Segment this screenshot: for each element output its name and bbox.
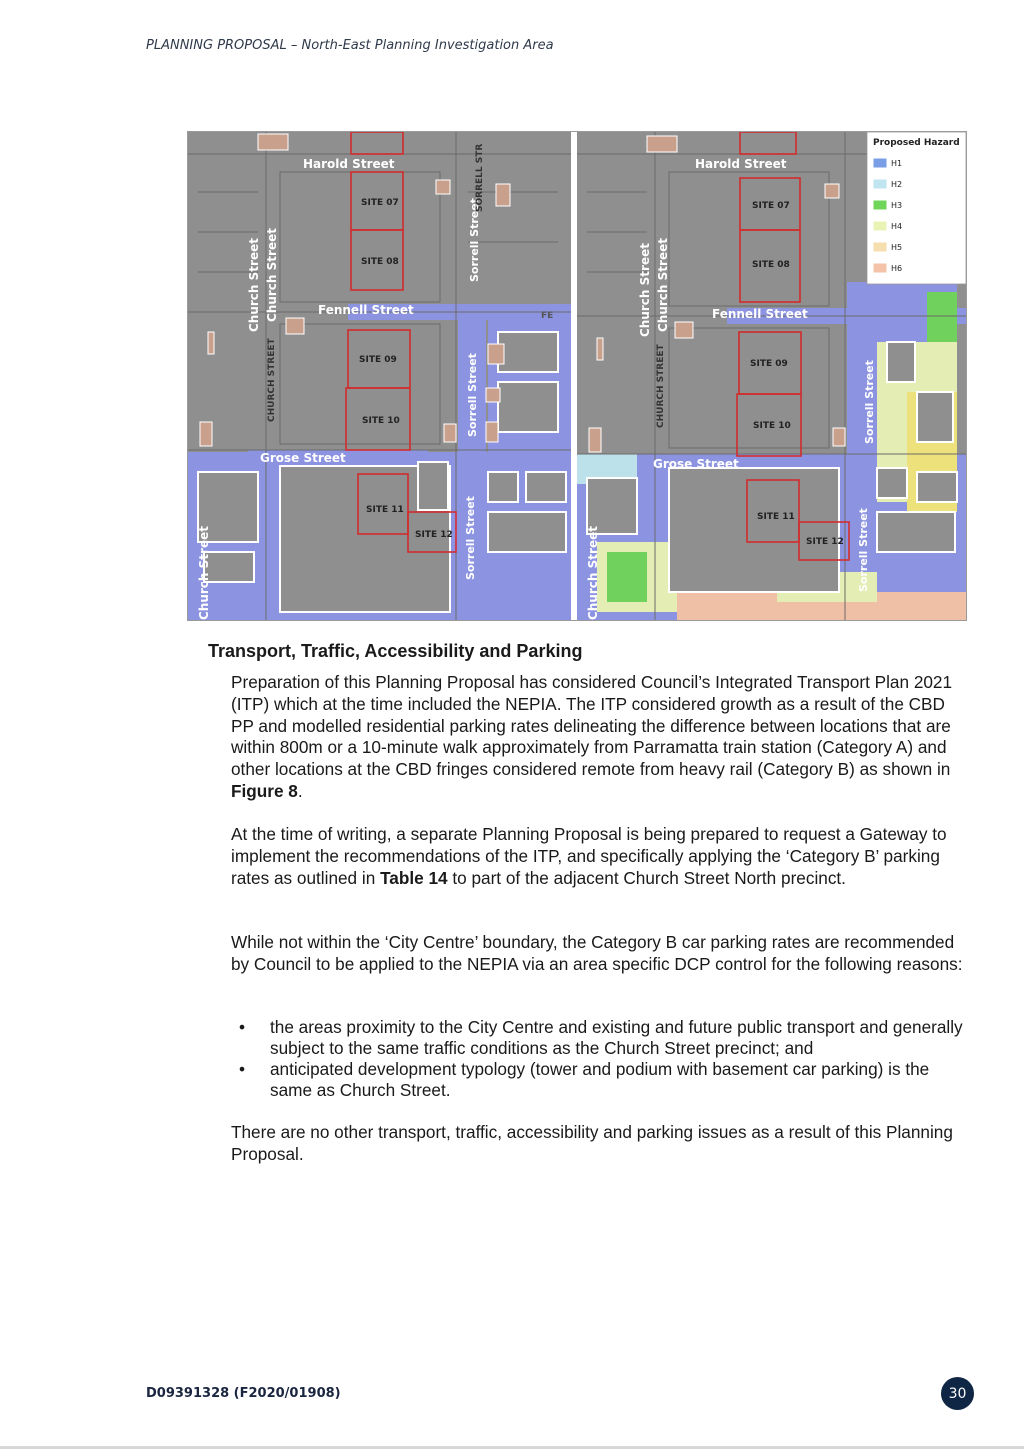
flood-extent-map: [188, 132, 571, 620]
legend-label-h5: H5: [891, 243, 903, 252]
site-12-label-right: SITE 12: [806, 537, 844, 547]
site-10-label: SITE 10: [362, 416, 400, 426]
fe-label: FE: [541, 311, 554, 321]
church-street-label-2: Church Street: [265, 228, 279, 322]
reasons-list: [231, 1017, 971, 1101]
running-header: PLANNING PROPOSAL – North-East Planning Investigation Area: [146, 38, 554, 53]
church-street-caps-label: CHURCH STREET: [267, 338, 277, 422]
hazard-legend: [867, 132, 966, 284]
church-street-caps-label-right: CHURCH STREET: [656, 344, 666, 428]
site-11-label-right: SITE 11: [757, 512, 795, 522]
legend-swatch-h1: [873, 158, 887, 168]
paragraph-gateway: At the time of writing, a separate Planning Proposal is being prepared to request a Gateway to implement the recommendations of the ITP, and specifically applying the ‘Category B’ parking rates as outlined in Table 14 to part of the adjacent Church Street North precinct.: [231, 824, 947, 888]
legend-swatch-h4: [873, 221, 887, 231]
legend-swatch-h2: [873, 179, 887, 189]
legend-swatch-h5: [873, 242, 887, 252]
legend-swatch-h3: [873, 200, 887, 210]
fennell-street-label: Fennell Street: [318, 303, 414, 317]
church-street-label: Church Street: [247, 238, 261, 332]
fennell-street-label-right: Fennell Street: [712, 307, 808, 321]
sorrell-street-label-2: Sorrell Street: [466, 353, 479, 437]
legend-label-h3: H3: [891, 201, 903, 210]
site-09-label-right: SITE 09: [750, 359, 788, 369]
site-11-label: SITE 11: [366, 505, 404, 515]
flood-hazard-figure: [187, 131, 967, 621]
legend-label-h2: H2: [891, 180, 903, 189]
church-street-label-3: Church Street: [197, 526, 211, 620]
church-street-label-right: Church Street: [638, 243, 652, 337]
church-street-label-right-3: Church Street: [586, 526, 600, 620]
legend-title: Proposed Hazard: [873, 138, 960, 148]
list-item: • anticipated development typology (tower and podium with basement car parking) is the same as Church Street.: [239, 1059, 930, 1100]
sorrell-street-label-3: Sorrell Street: [464, 496, 477, 580]
harold-street-label-right: Harold Street: [695, 157, 787, 171]
paragraph-itp: Preparation of this Planning Proposal has considered Council’s Integrated Transport Plan 2021 (ITP) which at the time included the NEPIA. The ITP considered growth as a result of the CBD PP and modelled residential parking rates delineating the difference between locations that are within 800m or a 10-minute walk approximately from Parramatta train station (Category A) and other locations at the CBD fringes considered remote from heavy rail (Category B) as shown in Figure 8.: [231, 672, 953, 801]
site-10-label-right: SITE 10: [753, 421, 791, 431]
page-number-badge: 30: [941, 1377, 974, 1410]
paragraph-category-b: While not within the ‘City Centre’ boundary, the Category B car parking rates are recommended by Council to be applied to the NEPIA via an area specific DCP control for the following reasons:: [231, 932, 963, 974]
section-heading: Transport, Traffic, Accessibility and Parking: [208, 641, 583, 661]
bullet-icon: •: [239, 1059, 246, 1079]
harold-street-label: Harold Street: [303, 157, 395, 171]
bullet-icon: •: [239, 1017, 246, 1037]
grose-street-label-right: Grose Street: [653, 457, 739, 471]
legend-label-h1: H1: [891, 159, 903, 168]
proposed-hazard-map: [577, 132, 966, 620]
site-08-label: SITE 08: [361, 257, 399, 267]
site-12-label: SITE 12: [415, 530, 453, 540]
sorrell-street-label: Sorrell Street: [468, 198, 481, 282]
sorrell-street-label-right: Sorrell Street: [863, 360, 876, 444]
site-07-label-right: SITE 07: [752, 201, 790, 211]
figure-8-ref: Figure 8: [231, 780, 298, 801]
flood-extent-map-graphic: [188, 132, 571, 620]
church-street-label-right-2: Church Street: [656, 238, 670, 332]
sorrell-street-label-right-2: Sorrell Street: [857, 508, 870, 592]
paragraph-conclusion: There are no other transport, traffic, accessibility and parking issues as a result of this Planning Proposal.: [231, 1122, 953, 1164]
legend-label-h6: H6: [891, 264, 903, 273]
list-item: • the areas proximity to the City Centre and existing and future public transport and generally subject to the same traffic conditions as the Church Street precinct; and: [239, 1017, 963, 1058]
sorrell-street-caps-label: SORRELL STR: [475, 143, 485, 212]
document-reference: D09391328 (F2020/01908): [146, 1386, 341, 1401]
site-09-label: SITE 09: [359, 355, 397, 365]
grose-street-label: Grose Street: [260, 451, 346, 465]
site-07-label: SITE 07: [361, 198, 399, 208]
legend-label-h4: H4: [891, 222, 903, 231]
site-08-label-right: SITE 08: [752, 260, 790, 270]
proposed-hazard-map-graphic: [577, 132, 966, 620]
table-14-ref: Table 14: [380, 867, 448, 888]
legend-swatch-h6: [873, 263, 887, 273]
